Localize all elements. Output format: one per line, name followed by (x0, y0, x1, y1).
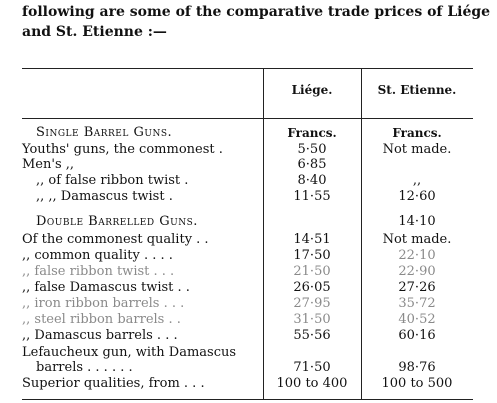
table-row (22, 296, 473, 312)
table-row (22, 189, 473, 205)
row-label: Youths' guns, the commonest . (22, 142, 223, 157)
row-label: Superior qualities, from . . . (22, 376, 205, 391)
cell-st-etienne: ,, (412, 173, 422, 188)
cell-liege: 26·05 (293, 280, 331, 295)
cell-st-etienne: 22·90 (398, 264, 436, 279)
table-row (22, 232, 473, 248)
table-row (22, 142, 473, 158)
cell-liege: Francs. (287, 126, 337, 140)
table-row (22, 345, 473, 361)
cell-liege: 27·95 (293, 296, 331, 311)
cell-liege: 21·50 (293, 264, 331, 279)
table-row (22, 214, 473, 230)
row-label: ,, false ribbon twist . . . (22, 264, 175, 279)
price-table (22, 68, 473, 400)
row-label: ,, steel ribbon barrels . . (22, 312, 181, 327)
cell-st-etienne: 60·16 (398, 328, 436, 343)
cell-liege: 100 to 400 (276, 376, 348, 391)
row-label: Men's ,, (22, 157, 75, 172)
cell-st-etienne: 100 to 500 (381, 376, 453, 391)
table-row (22, 376, 473, 392)
cell-st-etienne: 22·10 (398, 248, 436, 263)
cell-liege: 17·50 (293, 248, 331, 263)
table-row (22, 173, 473, 189)
table-row (22, 157, 473, 173)
table-row (22, 312, 473, 328)
row-label: ,, ,, Damascus twist . (36, 189, 173, 204)
row-label: ,, Damascus barrels . . . (22, 328, 178, 343)
cell-st-etienne: Not made. (382, 142, 452, 157)
cell-st-etienne: 27·26 (398, 280, 436, 295)
cell-liege: 11·55 (293, 189, 331, 204)
cell-st-etienne: 40·52 (398, 312, 436, 327)
table-row (22, 264, 473, 280)
row-label: barrels . . . . . . (36, 360, 133, 375)
cell-liege: 8·40 (297, 173, 327, 188)
cell-st-etienne: Francs. (392, 126, 442, 140)
table-row (22, 248, 473, 264)
cell-st-etienne: 12·60 (398, 189, 436, 204)
row-label: ,, common quality . . . . (22, 248, 173, 263)
row-label: ,, of false ribbon twist . (36, 173, 189, 188)
cell-st-etienne: 35·72 (398, 296, 436, 311)
cell-liege: 5·50 (297, 142, 327, 157)
cell-st-etienne: 98·76 (398, 360, 436, 375)
column-header-liege: Liége. (291, 83, 333, 97)
header-rule (22, 118, 473, 119)
cell-liege: 14·51 (293, 232, 331, 247)
cell-liege: 31·50 (293, 312, 331, 327)
row-label: Lefaucheux gun, with Damascus (22, 345, 237, 360)
intro-paragraph: following are some of the comparative trade prices of Liége and St. Etienne :— (22, 4, 491, 40)
row-label: Of the commonest quality . . (22, 232, 209, 247)
table-row (22, 360, 473, 376)
row-label: ,, false Damascus twist . . (22, 280, 190, 295)
column-header-st-etienne: St. Etienne. (377, 83, 457, 97)
cell-liege: 71·50 (293, 360, 331, 375)
section-title-single-barrel: Single Barrel Guns. (36, 125, 173, 140)
section-title-double-barrelled: Double Barrelled Guns. (36, 214, 198, 229)
table-row (22, 280, 473, 296)
cell-st-etienne: 14·10 (398, 214, 436, 229)
cell-liege: 6·85 (297, 157, 327, 172)
cell-liege: 55·56 (293, 328, 331, 343)
table-row (22, 328, 473, 344)
row-label: ,, iron ribbon barrels . . . (22, 296, 185, 311)
table-row (22, 125, 473, 141)
cell-st-etienne: Not made. (382, 232, 452, 247)
